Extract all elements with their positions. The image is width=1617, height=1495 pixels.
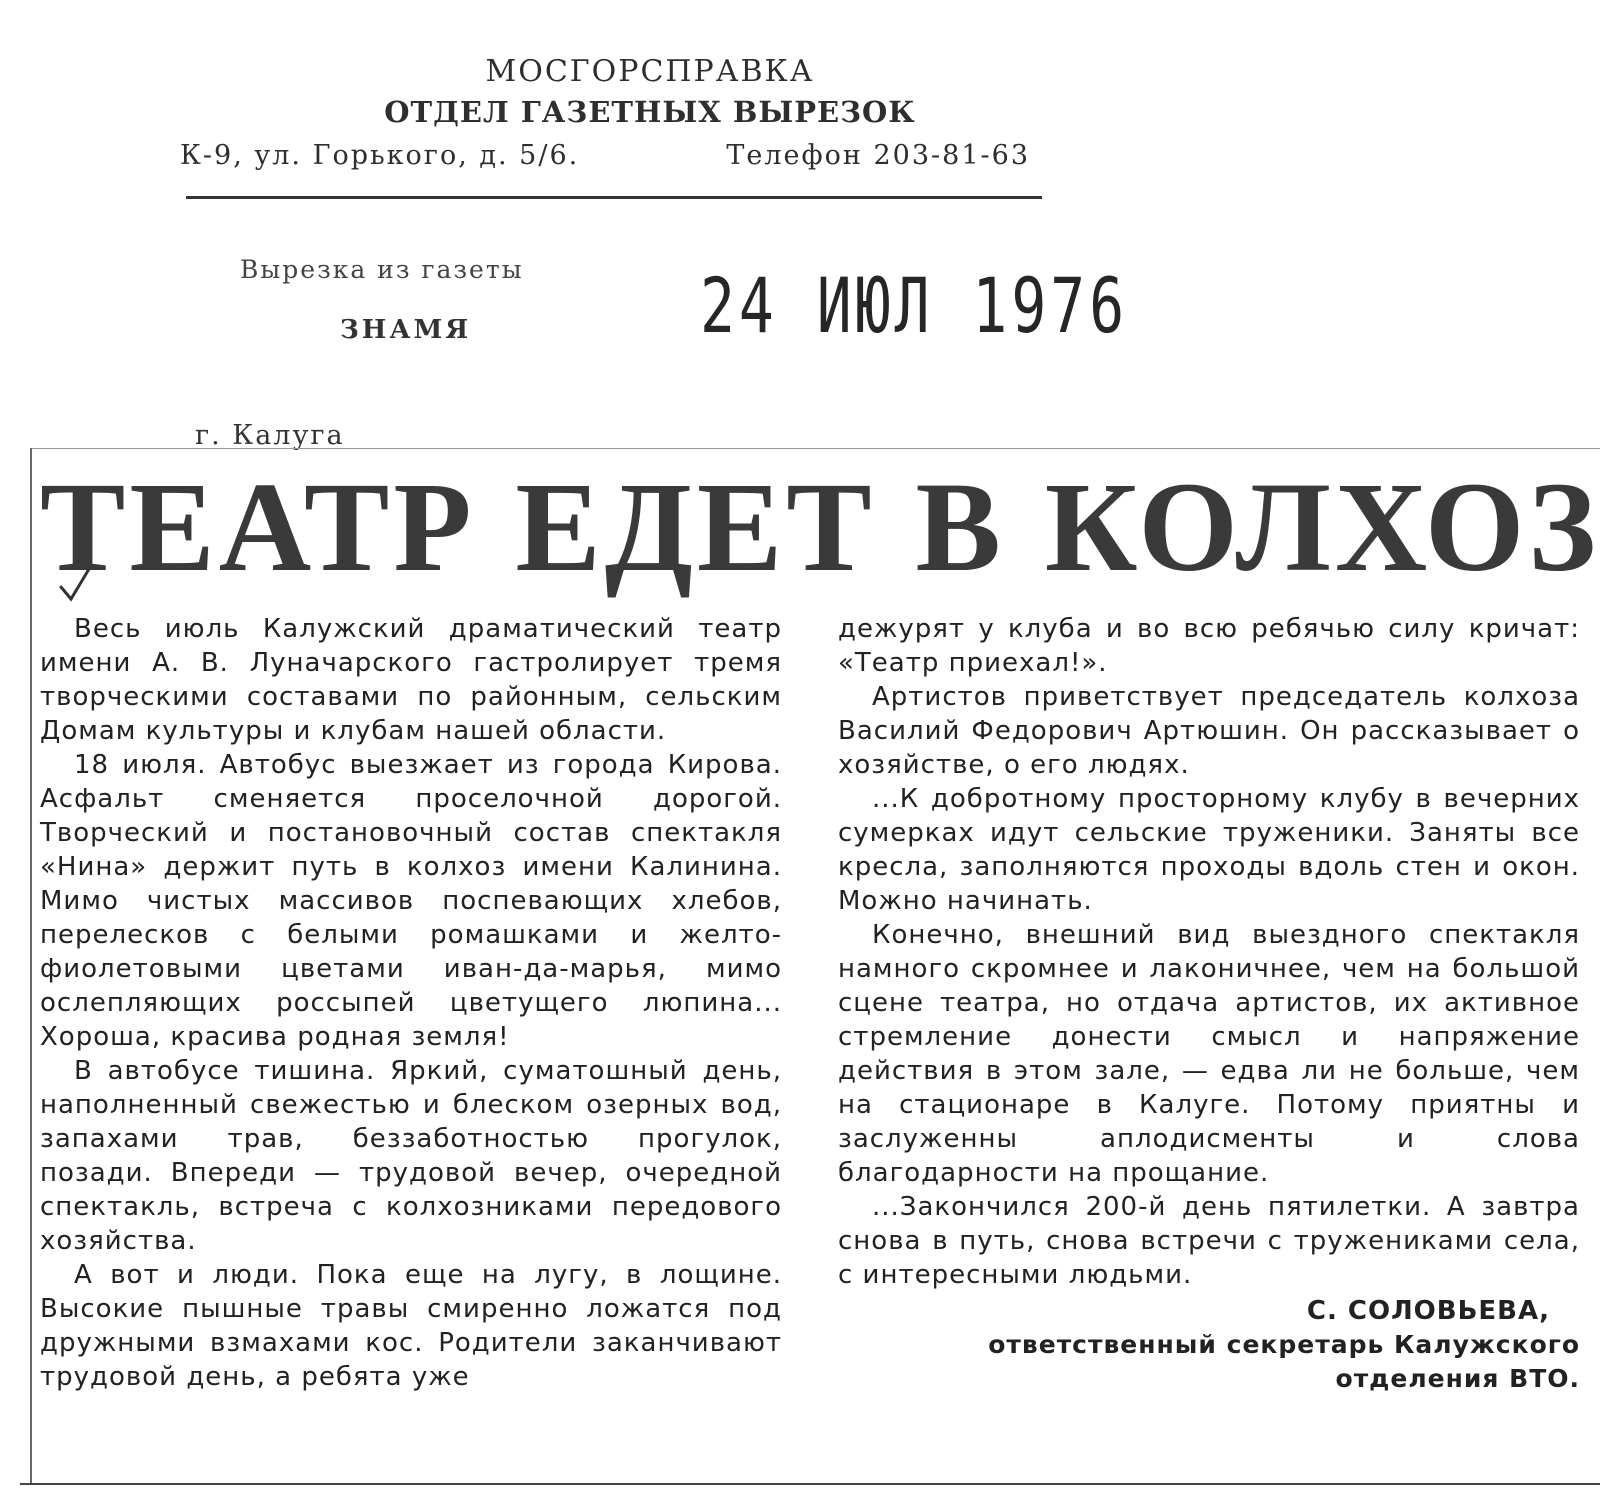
date-stamp: 24 ИЮЛ 1976 bbox=[700, 262, 1129, 351]
checkmark-icon bbox=[55, 565, 95, 605]
clipping-edge-bottom bbox=[20, 1483, 1600, 1485]
stamp-address-row bbox=[180, 136, 1040, 176]
article-paragraph: Артистов приветствует председатель колхоза Василий Федорович Артюшин. Он рассказывает о хозяйстве, о его людях. bbox=[838, 682, 1580, 780]
article-paragraph: В автобусе тишина. Яркий, суматошный день, наполненный свежестью и блеском озерных вод, запахами трав, беззаботностью прогулок, позади. Впереди — трудовой вечер, очередной спектакль, встреча с колхозниками передового хозяйства. bbox=[40, 1056, 782, 1256]
article-column-right bbox=[838, 612, 1580, 1396]
article-paragraph: А вот и люди. Пока еще на лугу, в лощине. Высокие пышные травы смиренно ложатся под дружными взмахами кос. Родители заканчивают трудовой день, а ребята уже bbox=[40, 1260, 782, 1392]
stamp-department: ОТДЕЛ ГАЗЕТНЫХ ВЫРЕЗОК bbox=[384, 95, 916, 129]
article-body bbox=[40, 612, 1580, 1396]
stamp-address: К-9, ул. Горького, д. 5/6. bbox=[180, 140, 580, 171]
clipping-edge-top bbox=[30, 448, 1600, 449]
headline-word: ЕДЕТ bbox=[515, 456, 876, 598]
article-paragraph: 18 июля. Автобус выезжает из города Кирова. Асфальт сменяется проселочной дорогой. Творческий и постановочный состав спектакля «Нина» держит путь в колхоз имени Калинина. Мимо чистых массивов поспевающих хлебов, перелесков с белыми ромашками и желто-фиолетовыми цветами иван-да-марья, мимо ослепляющих россыпей цветущего люпина... Хороша, красива родная земля! bbox=[40, 750, 782, 1052]
headline-word: ТЕАТР bbox=[40, 456, 476, 598]
stamp-phone: Телефон 203-81-63 bbox=[726, 140, 1030, 171]
author-role: ответственный секретарь Калужского отделения ВТО. bbox=[988, 1330, 1580, 1393]
article-paragraph-continued: дежурят у клуба и во всю ребячью силу кричат: «Театр приехал!». bbox=[838, 614, 1580, 678]
article-headline bbox=[40, 456, 1600, 598]
stamp-divider bbox=[186, 196, 1042, 199]
city-line: г. Калуга bbox=[195, 420, 345, 451]
headline-word: КОЛХОЗ bbox=[1044, 456, 1600, 598]
stamp-org-name: МОСГОРСПРАВКА bbox=[485, 54, 815, 89]
article-paragraph: Весь июль Калужский драматический театр имени А. В. Луначарского гастролирует тремя творческими составами по районным, сельским Домам культуры и клубам нашей области. bbox=[40, 614, 782, 746]
article-column-left bbox=[40, 612, 782, 1396]
article-paragraph: ...Закончился 200-й день пятилетки. А завтра снова в путь, снова встречи с тружениками села, с интересными людьми. bbox=[838, 1192, 1580, 1290]
author-signature bbox=[838, 1294, 1580, 1396]
clipping-label: Вырезка из газеты bbox=[240, 255, 524, 284]
article-paragraph: ...К добротному просторному клубу в вечерних сумерках идут сельские труженики. Заняты все кресла, заполняются проходы вдоль стен и окон. Можно начинать. bbox=[838, 784, 1580, 916]
newspaper-name: ЗНАМЯ bbox=[340, 315, 472, 345]
clipping-edge-left bbox=[30, 448, 32, 1483]
archive-stamp bbox=[180, 52, 1040, 176]
headline-word: В bbox=[915, 456, 1005, 598]
article-paragraph: Конечно, внешний вид выездного спектакля намного скромнее и лаконичнее, чем на большой сцене театра, но отдача артистов, их активное стремление донести смысл и напряжение действия в этом зале, — едва ли не больше, чем на стационаре в Калуге. Потому приятны и заслуженны аплодисменты и слова благодарности на прощание. bbox=[838, 920, 1580, 1188]
author-name: С. СОЛОВЬЕВА, bbox=[1306, 1296, 1550, 1326]
